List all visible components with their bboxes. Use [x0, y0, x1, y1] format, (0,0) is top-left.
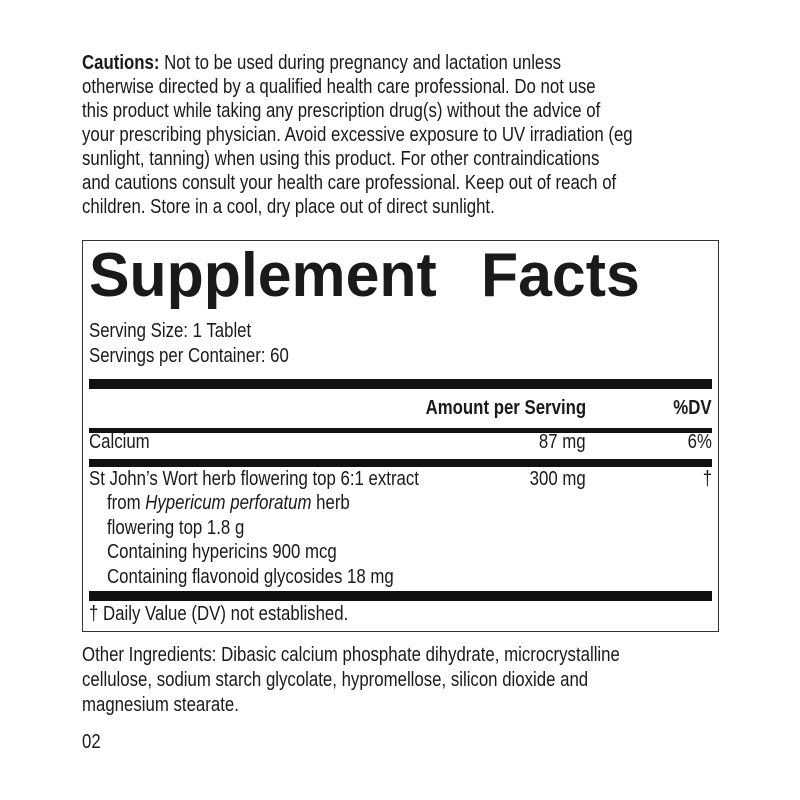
- cautions-line: your prescribing physician. Avoid excessive exposure to UV irradiation (eg: [82, 124, 633, 146]
- footnote: † Daily Value (DV) not established.: [89, 603, 349, 625]
- cautions-line: and cautions consult your health care professional. Keep out of reach of: [82, 172, 617, 194]
- cautions-text: Not to be used during pregnancy and lactation unless: [159, 52, 562, 74]
- nutrient-dv: 6%: [687, 431, 712, 453]
- cautions-label: Cautions:: [82, 52, 160, 74]
- serving-size: Serving Size: 1 Tablet: [89, 320, 252, 342]
- divider: [89, 428, 712, 433]
- nutrient-sub: Containing hypericins 900 mcg: [107, 541, 337, 563]
- ingredients-line: magnesium stearate.: [82, 694, 239, 716]
- cautions-line: [82, 51, 561, 75]
- supplement-facts-panel: [82, 240, 719, 632]
- nutrient-dv: †: [702, 468, 712, 490]
- source-text: from: [107, 492, 146, 514]
- nutrient-name: Calcium: [89, 431, 150, 453]
- divider: [89, 459, 712, 467]
- nutrient-amount: 87 mg: [539, 431, 586, 453]
- cautions-line: children. Store in a cool, dry place out of direct sunlight.: [82, 196, 495, 218]
- source-text: herb: [311, 492, 350, 514]
- nutrient-sub: flowering top 1.8 g: [107, 517, 245, 539]
- servings-per-container: Servings per Container: 60: [89, 345, 289, 367]
- facts-title: Supplement Facts: [89, 241, 640, 310]
- ingredients-line: Other Ingredients: Dibasic calcium phosphate dihydrate, microcrystalline: [82, 644, 620, 666]
- botanical-name: Hypericum perforatum: [145, 492, 312, 514]
- divider-thick: [89, 379, 712, 389]
- ingredients-line: cellulose, sodium starch glycolate, hypromellose, silicon dioxide and: [82, 669, 589, 691]
- header-dv: %DV: [673, 397, 712, 419]
- nutrient-source: [107, 491, 350, 515]
- cautions-line: otherwise directed by a qualified health care professional. Do not use: [82, 76, 596, 98]
- nutrient-name: St John’s Wort herb flowering top 6:1 extract: [89, 468, 419, 490]
- divider-thick: [89, 591, 712, 601]
- cautions-line: sunlight, tanning) when using this product. For other contraindications: [82, 148, 600, 170]
- nutrient-sub: Containing flavonoid glycosides 18 mg: [107, 566, 394, 588]
- cautions-line: this product while taking any prescription drug(s) without the advice of: [82, 100, 601, 122]
- header-amount: Amount per Serving: [425, 397, 586, 419]
- nutrient-amount: 300 mg: [529, 468, 586, 490]
- page-code: 02: [82, 731, 101, 753]
